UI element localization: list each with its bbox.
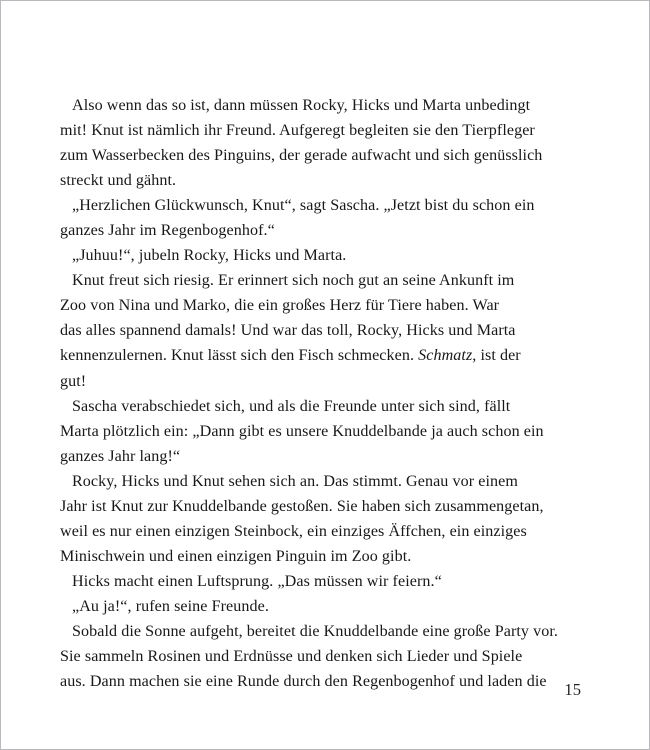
text-line: Rocky, Hicks und Knut sehen sich an. Das stimmt. Genau vor einem [72, 472, 518, 490]
text-line: Marta plötzlich ein: „Dann gibt es unsere Knuddelbande ja auch schon ein [60, 422, 544, 440]
text-line: ganzes Jahr im Regenbogenhof.“ [60, 222, 275, 240]
text-line: Sie sammeln Rosinen und Erdnüsse und denken sich Lieder und Spiele [60, 648, 523, 666]
text-line: Sobald die Sonne aufgeht, bereitet die Knuddelbande eine große Party vor. [72, 622, 558, 640]
text-line: „Herzlichen Glückwunsch, Knut“, sagt Sascha. „Jetzt bist du schon ein [72, 197, 535, 215]
page-body-text [60, 93, 582, 694]
text-line: aus. Dann machen sie eine Runde durch den Regenbogenhof und laden die [60, 673, 547, 691]
text-line: gut! [60, 372, 87, 390]
text-line: zum Wasserbecken des Pinguins, der gerade aufwacht und sich genüsslich [60, 147, 543, 165]
text-line: weil es nur einen einzigen Steinbock, ein einziges Äffchen, ein einziges [60, 522, 527, 540]
text-line: das alles spannend damals! Und war das toll, Rocky, Hicks und Marta [60, 322, 516, 340]
text-line: „Au ja!“, rufen seine Freunde. [72, 597, 269, 615]
emphasis-text: Schmatz [418, 347, 473, 365]
text-line: Also wenn das so ist, dann müssen Rocky, Hicks und Marta unbedingt [72, 97, 531, 114]
text-line: Zoo von Nina und Marko, die ein großes Herz für Tiere haben. War [60, 297, 500, 315]
text-line: Minischwein und einen einzigen Pinguin im Zoo gibt. [60, 547, 412, 565]
text-line: ganzes Jahr lang!“ [60, 447, 181, 465]
text-line: Sascha verabschiedet sich, und als die Freunde unter sich sind, fällt [72, 397, 511, 415]
text-line: Knut freut sich riesig. Er erinnert sich noch gut an seine Ankunft im [72, 272, 515, 290]
text-line: Jahr ist Knut zur Knuddelbande gestoßen. Sie haben sich zusammengetan, [60, 497, 544, 515]
text-line: „Juhuu!“, jubeln Rocky, Hicks und Marta. [72, 247, 347, 265]
text-line: Hicks macht einen Luftsprung. „Das müssen wir feiern.“ [72, 572, 442, 590]
text-line: kennenzulernen. Knut lässt sich den Fisch schmecken. Schmatz, ist der [60, 347, 521, 365]
text-line: streckt und gähnt. [60, 172, 177, 190]
text-line: mit! Knut ist nämlich ihr Freund. Aufgeregt begleiten sie den Tierpfleger [60, 122, 535, 140]
page-number: 15 [564, 680, 581, 699]
